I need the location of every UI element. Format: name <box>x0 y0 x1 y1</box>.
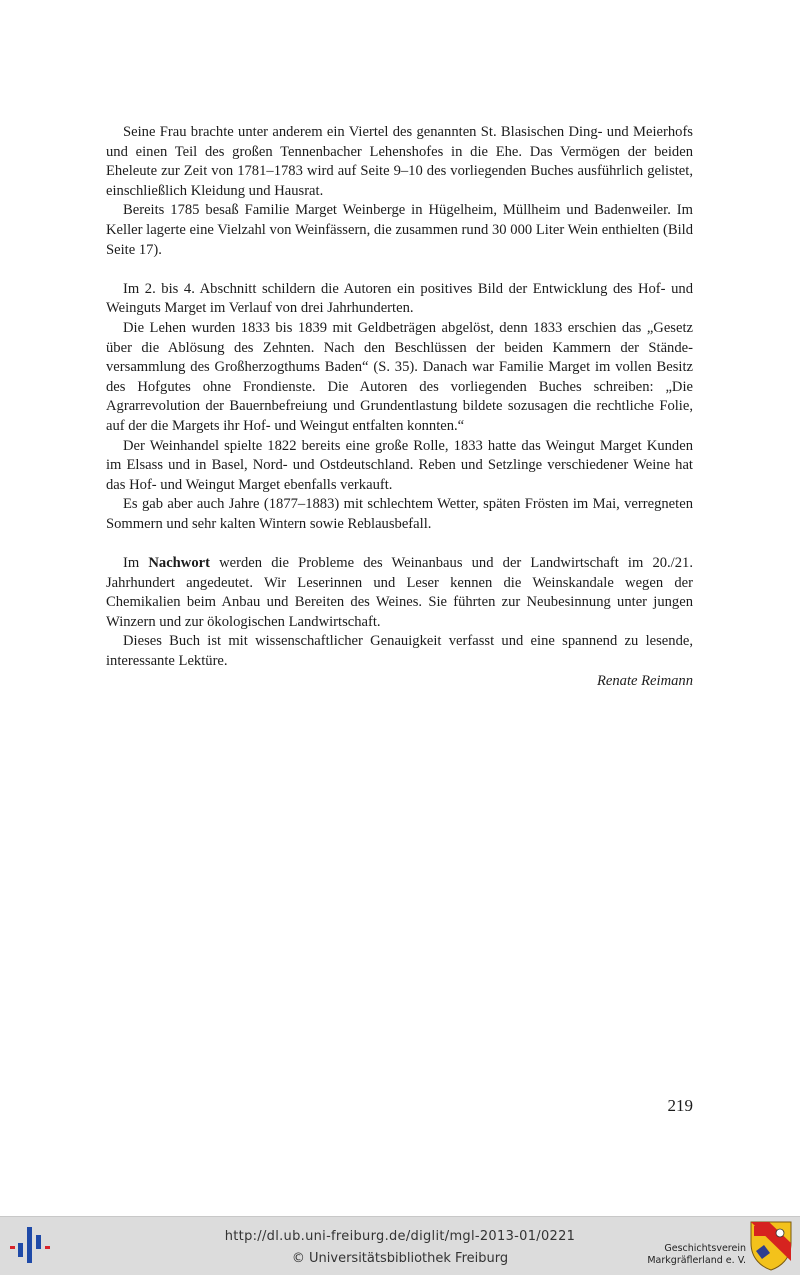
society-name-line: Geschichtsverein <box>664 1243 746 1254</box>
paragraph: Im 2. bis 4. Abschnitt schildern die Autoren ein positives Bild der Entwicklung des Hof- und Weinguts Marget im Verlauf von drei Jahrhunderten. <box>106 280 693 317</box>
nachwort-heading: Nachwort <box>148 555 210 572</box>
review-text <box>106 123 693 691</box>
paragraph: Der Weinhandel spielte 1822 bereits eine große Rolle, 1833 hatte das Weingut Marget Kunden im Elsass und in Basel, Nord- und Ostdeutschland. Reben und Setzlinge verschiedener Weine hat das Hof- und Weingut Marget ebenfalls verkauft. <box>106 437 693 493</box>
nachwort-text: werden die Probleme des Weinanbaus und der Landwirtschaft im 20./21. Jahrhundert angedeutet. Wir Leserinnen und Leser kennen die Weinskandale wegen der Chemikalien beim Anbau und Bereiten des Weines. Sie führten zur Neubesinnung unter jungen Winzern und zur ökologischen Landwirtschaft. <box>106 555 693 630</box>
copyright-notice: © Universitätsbibliothek Freiburg <box>291 1251 509 1266</box>
society-name-line: Markgräflerland e. V. <box>647 1255 746 1266</box>
paragraph: Seine Frau brachte unter anderem ein Viertel des genannten St. Blasischen Ding- und Meierhofs und einen Teil des großen Tennenbacher Lehenshofes in die Ehe. Das Vermögen der beiden Eheleute zur Zeit von 1781–1783 wird auf Seite 9–10 des vorliegenden Buches ausführlich gelistet, einschließlich Kleidung und Hausrat. <box>106 124 693 199</box>
document-url[interactable]: http://dl.ub.uni-freiburg.de/diglit/mgl-2013-01/0221 <box>224 1229 576 1244</box>
ub-freiburg-logo-icon[interactable] <box>10 1225 52 1265</box>
paragraph: Die Lehen wurden 1833 bis 1839 mit Geldbeträgen abgelöst, denn 1833 erschien das „Gesetz über die Ablösung des Zehnten. Nach den Beschlüssen der beiden Kammern der Ständeversammlung des Großherzogthums Baden“ (S. 35). Danach war Familie Marget im vollen Besitz des Hofgutes ohne Frondienste. Die Autoren des vorliegenden Buches schreiben: „Die Agrarrevolution der Bauernbefreiung und Grundentlastung bildete sozusagen die rechtliche Folie, auf der die Margets ihr Hof- und Weingut entfalten konnten.“ <box>106 319 693 434</box>
nachwort-paragraph <box>106 554 693 632</box>
society-name <box>612 1243 746 1267</box>
paragraph: Es gab aber auch Jahre (1877–1883) mit schlechtem Wetter, späten Frösten im Mai, verregneten Sommern und sehr kalten Wintern sowie Reblausbefall. <box>106 496 693 532</box>
author-signature: Renate Reimann <box>596 672 693 689</box>
closing-paragraph: Dieses Buch ist mit wissenschaftlicher Genauigkeit verfasst und eine spannend zu lesende, interessante Lektüre. <box>106 633 693 670</box>
nachwort-lead: Im <box>123 555 140 572</box>
coat-of-arms-icon <box>750 1221 792 1271</box>
viewer-footer <box>0 1216 800 1275</box>
page-number: 219 <box>667 1096 693 1115</box>
paragraph: Bereits 1785 besaß Familie Marget Weinberge in Hügelheim, Müllheim und Badenweiler. Im Keller lagerte eine Vielzahl von Weinfässern, die zusammen rund 30 000 Liter Wein enthielten (Bild Seite 17). <box>106 202 693 258</box>
